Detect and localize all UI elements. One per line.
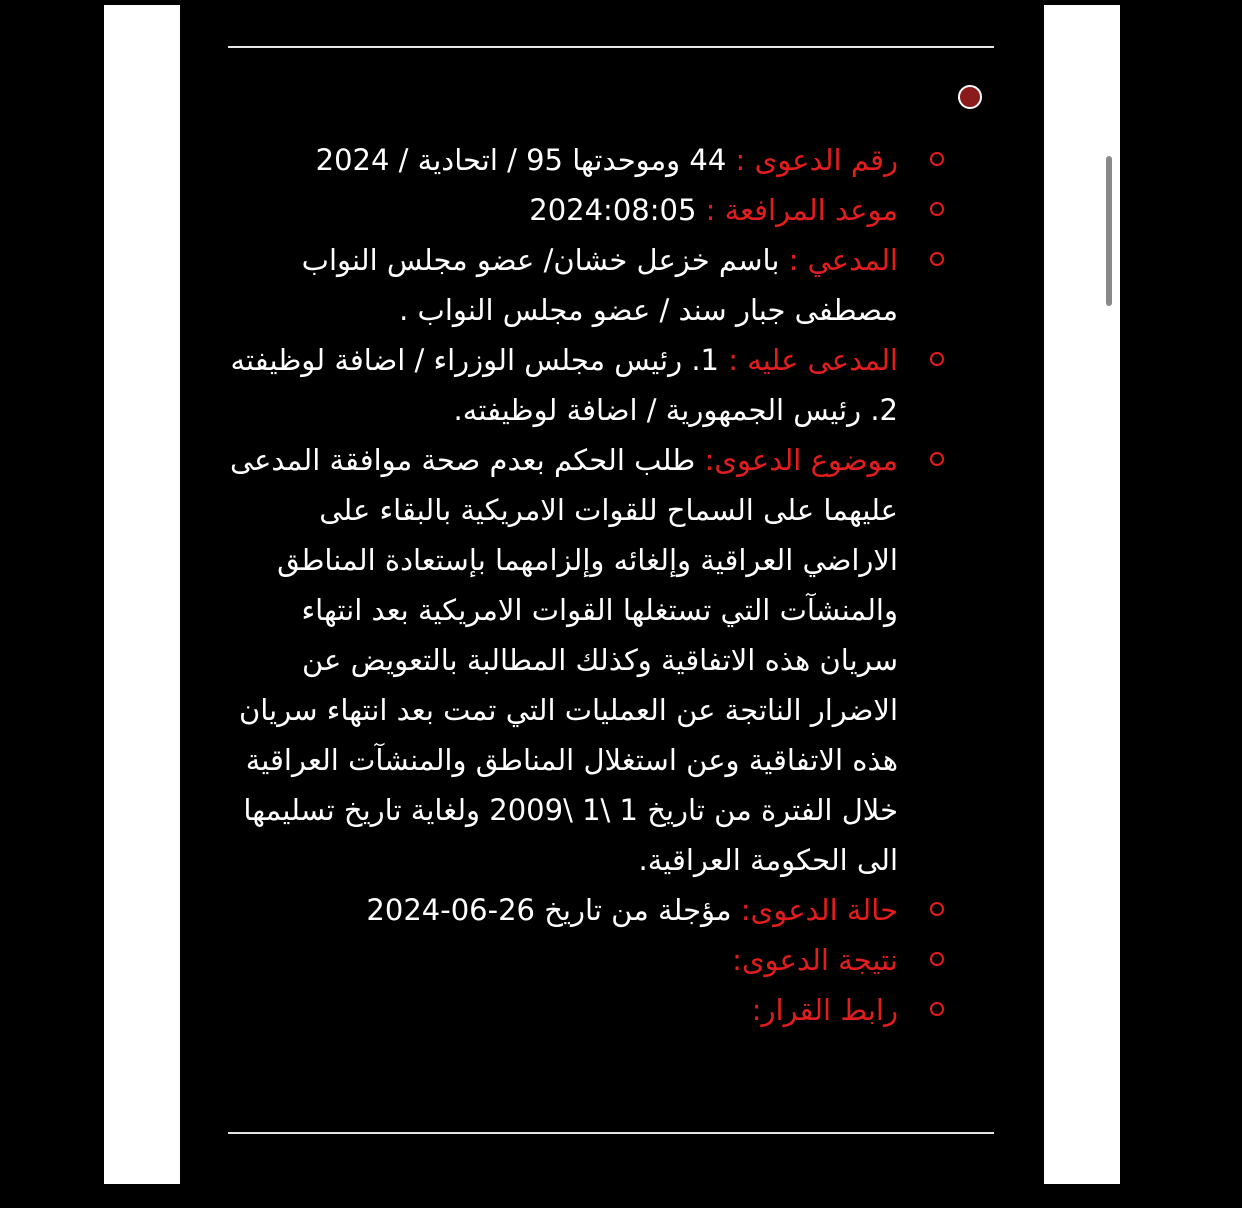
case-result-label: نتيجة الدعوى: (732, 943, 898, 977)
hearing-date-value: 2024:08:05 (529, 193, 706, 227)
plaintiff-label: المدعي : (788, 243, 898, 277)
plaintiff-item (228, 235, 948, 335)
circle-bullet-icon (930, 452, 944, 466)
defendant-item (228, 335, 948, 435)
hearing-date-label: موعد المرافعة : (705, 193, 898, 227)
circle-bullet-icon (930, 902, 944, 916)
circle-bullet-icon (930, 152, 944, 166)
defendant-value: 1. رئيس مجلس الوزراء / اضافة لوظيفته 2. رئيس الجمهورية / اضافة لوظيفته. (230, 343, 898, 427)
decision-link-item[interactable] (228, 985, 948, 1035)
scrollbar-thumb[interactable] (1106, 156, 1112, 306)
case-status-value: مؤجلة من تاريخ 26-06-2024 (366, 893, 741, 927)
case-details-list (228, 135, 948, 1035)
case-number-item (228, 135, 948, 185)
case-status-label: حالة الدعوى: (740, 893, 898, 927)
case-result-item (228, 935, 948, 985)
decision-link-label[interactable]: رابط القرار: (751, 993, 898, 1027)
defendant-label: المدعى عليه : (728, 343, 898, 377)
circle-bullet-icon (930, 202, 944, 216)
case-subject-item (228, 435, 948, 885)
case-subject-value: طلب الحكم بعدم صحة موافقة المدعى عليهما على السماح للقوات الامريكية بالبقاء على الاراضي العراقية وإلغائه وإلزامهما بإستعادة المناطق والمنشآت التي تستغلها القوات الامريكية بعد انتهاء سريان هذه الاتفاقية وكذلك المطالبة بالتعويض عن الاضرار الناتجة عن العمليات التي تمت بعد انتهاء سريان هذه الاتفاقية وعن استغلال المناطق والمنشآت العراقية خلال الفترة من تاريخ 1 \1 \2009 ولغاية تاريخ تسليمها الى الحكومة العراقية. (229, 443, 898, 877)
circle-bullet-icon (930, 1002, 944, 1016)
circle-bullet-icon (930, 252, 944, 266)
case-number-value: 44 وموحدتها 95 / اتحادية / 2024 (315, 143, 736, 177)
top-divider (228, 46, 994, 48)
case-number-label: رقم الدعوى : (735, 143, 898, 177)
circle-bullet-icon (930, 352, 944, 366)
case-status-item (228, 885, 948, 935)
circle-bullet-icon (930, 952, 944, 966)
case-subject-label: موضوع الدعوى: (704, 443, 898, 477)
plaintiff-value: باسم خزعل خشان/ عضو مجلس النواب مصطفى جبار سند / عضو مجلس النواب . (301, 243, 898, 327)
bottom-divider (228, 1132, 994, 1134)
hearing-date-item (228, 185, 948, 235)
red-dot-icon (958, 85, 982, 109)
